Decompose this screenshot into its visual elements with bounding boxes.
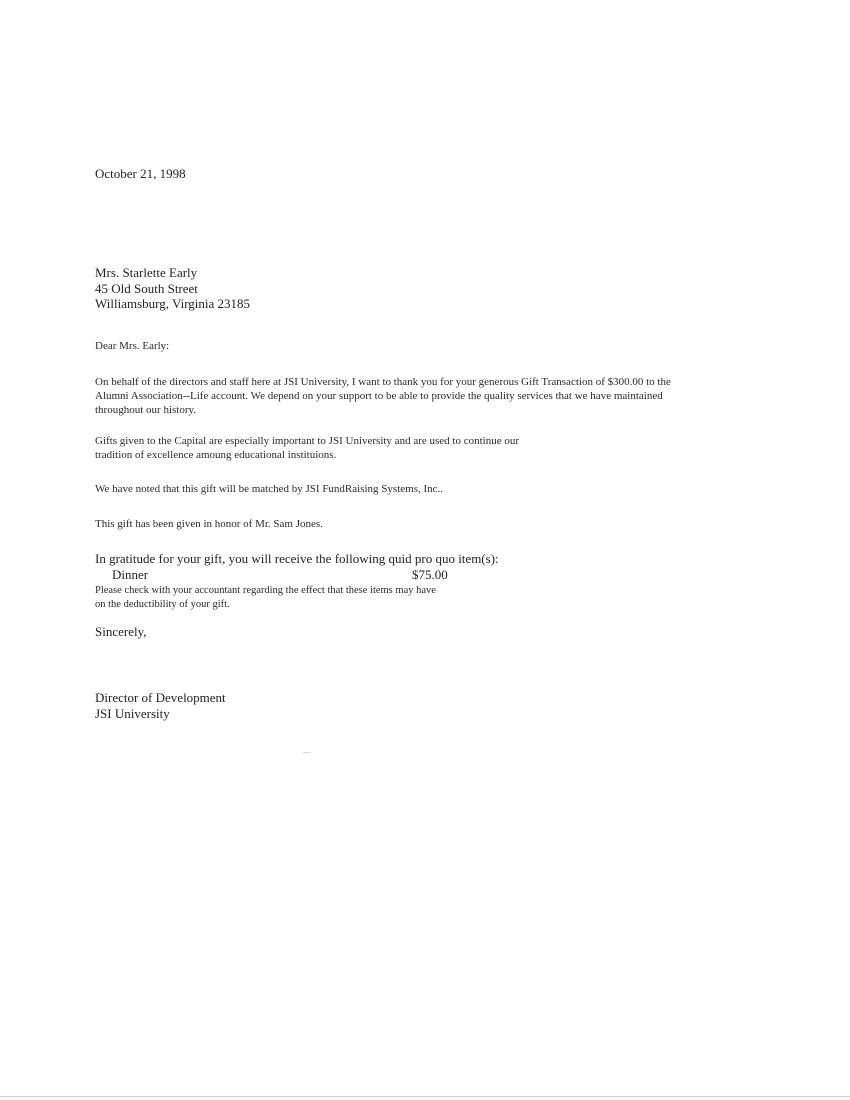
note-line: on the deductibility of your gift. [95,598,230,610]
deductibility-note [95,584,436,611]
paragraph-capital [95,434,519,462]
paragraph-thanks [95,375,671,417]
paragraph-honor: This gift has been given in honor of Mr. Sam Jones. [95,518,323,530]
recipient-street: 45 Old South Street [95,280,198,296]
paragraph-matching-gift: We have noted that this gift will be matched by JSI FundRaising Systems, Inc.. [95,483,444,495]
letter-date: October 21, 1998 [95,166,186,181]
recipient-name: Mrs. Starlette Early [95,265,198,280]
paragraph-line: throughout our history. [95,404,197,416]
signature-block [95,690,226,721]
closing: Sincerely, [95,624,147,639]
recipient-city-state-zip: Williamsburg, Virginia 23185 [95,296,251,311]
salutation: Dear Mrs. Early: [95,340,170,352]
note-line: Please check with your accountant regarding the effect that these items may have [95,585,436,596]
signature-organization: JSI University [95,705,170,721]
scan-edge [0,1096,850,1097]
gratitude-statement: In gratitude for your gift, you will receive the following quid pro quo item(s): [95,551,499,566]
scan-artifact [303,752,311,753]
recipient-address [95,265,250,312]
paragraph-line: Alumni Association--Life account. We depend on your support to be able to provide the quality services that we have maintained [95,390,663,402]
paragraph-line: tradition of excellence amoung educational instituions. [95,449,337,461]
paragraph-line: On behalf of the directors and staff here at JSI University, I want to thank you for your generous Gift Transaction of $300.00 to the [95,376,671,388]
paragraph-line: Gifts given to the Capital are especially important to JSI University and are used to continue our [95,435,520,447]
item-amount: $75.00 [412,567,448,582]
signature-title: Director of Development [95,690,226,705]
item-name: Dinner [112,567,149,582]
